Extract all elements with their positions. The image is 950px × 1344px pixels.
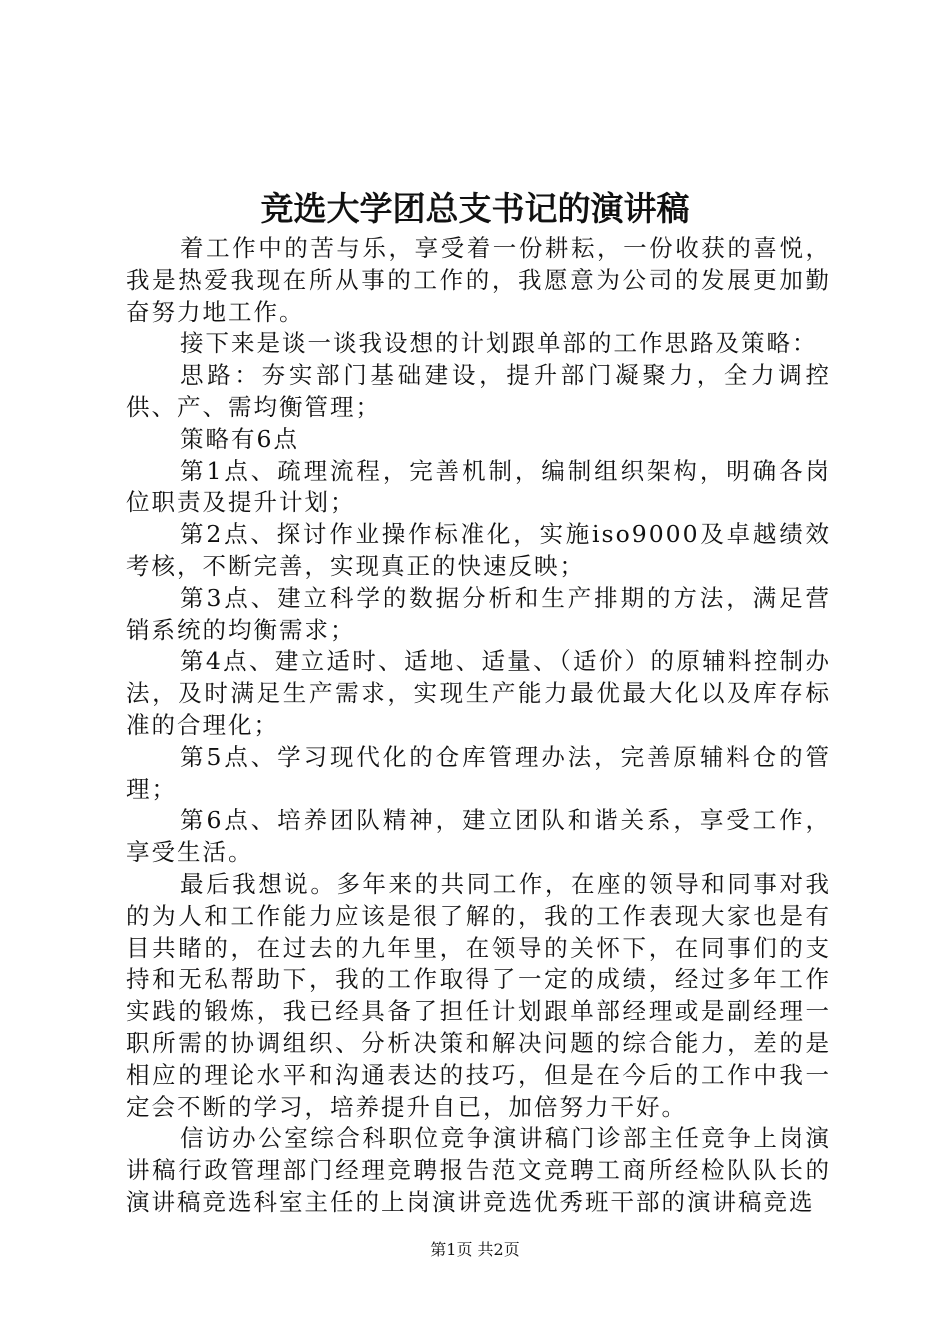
paragraph: 第2点、探讨作业操作标准化，实施iso9000及卓越绩效考核，不断完善，实现真正的快速反映；	[126, 520, 831, 580]
paragraph: 信访办公室综合科职位竞争演讲稿门诊部主任竞争上岗演讲稿行政管理部门经理竞聘报告范文竞聘工商所经检队队长的演讲稿竞选科室主任的上岗演讲竞选优秀班干部的演讲稿竞选	[126, 1124, 831, 1216]
paragraph: 最后我想说。多年来的共同工作，在座的领导和同事对我的为人和工作能力应该是很了解的，我的工作表现大家也是有目共睹的，在过去的九年里，在领导的关怀下，在同事们的支持和无私帮助下，我的工作取得了一定的成绩，经过多年工作实践的锻炼，我已经具备了担任计划跟单部经理或是副经理一职所需的协调组织、分析决策和解决问题的综合能力，差的是相应的理论水平和沟通表达的技巧，但是在今后的工作中我一定会不断的学习，培养提升自已，加倍努力干好。	[126, 869, 831, 1121]
paragraph: 第4点、建立适时、适地、适量、（适价）的原辅料控制办法，及时满足生产需求，实现生产能力最优最大化以及库存标准的合理化；	[126, 647, 831, 739]
paragraph: 第6点、培养团队精神，建立团队和谐关系，享受工作，享受生活。	[126, 806, 831, 867]
document-body	[126, 233, 831, 1219]
paragraph: 思路：夯实部门基础建设，提升部门凝聚力，全力调控供、产、需均衡管理；	[126, 361, 831, 421]
page-number-footer: 第1页 共2页	[430, 1240, 520, 1259]
paragraph: 第3点、建立科学的数据分析和生产排期的方法，满足营销系统的均衡需求；	[126, 583, 831, 644]
paragraph: 第5点、学习现代化的仓库管理办法，完善原辅料仓的管理；	[126, 742, 831, 803]
paragraph: 接下来是谈一谈我设想的计划跟单部的工作思路及策略：	[180, 329, 818, 358]
document-title: 竞选大学团总支书记的演讲稿	[260, 189, 690, 228]
paragraph: 着工作中的苦与乐，享受着一份耕耘，一份收获的喜悦，我是热爱我现在所从事的工作的，我愿意为公司的发展更加勤奋努力地工作。	[126, 234, 831, 326]
paragraph: 第1点、疏理流程，完善机制，编制组织架构，明确各岗位职责及提升计划；	[126, 456, 831, 517]
paragraph: 策略有6点	[180, 424, 299, 453]
